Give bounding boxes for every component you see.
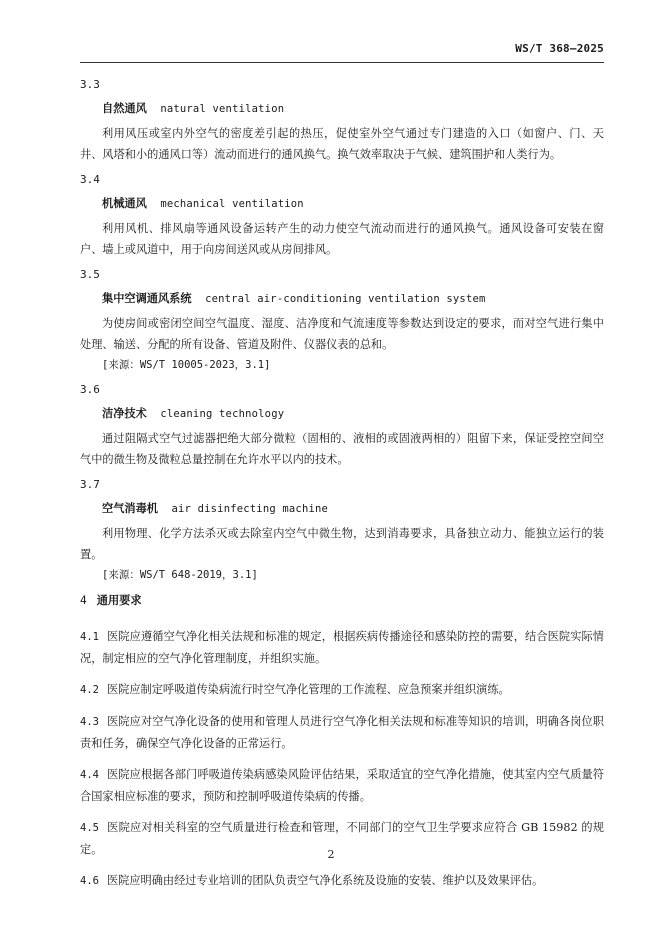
term-zh: 机械通风: [102, 197, 147, 210]
requirement-item: [80, 711, 604, 754]
term-en: mechanical ventilation: [160, 198, 304, 210]
term-number: 3.4: [80, 173, 100, 186]
requirement-text: 医院应制定呼吸道传染病流行时空气净化管理的工作流程、应急预案并组织演练。: [106, 683, 510, 696]
requirement-text: 医院应根据各部门呼吸道传染病感染风险评估结果，采取适宜的空气净化措施，使其室内空气质量符合国家相应标准的要求，预防和控制呼吸道传染病的传播。: [80, 768, 604, 803]
term-number: 3.3: [80, 78, 100, 91]
term-zh: 集中空调通风系统: [102, 292, 192, 305]
terms-section: [80, 70, 604, 585]
term-definition: 利用风机、排风扇等通风设备运转产生的动力使空气流动而进行的通风换气。通风设备可安装在窗户、墙上或风道中，用于向房间送风或从房间排风。: [80, 222, 604, 256]
requirement-text: 医院应对相关科室的空气质量进行检查和管理，不同部门的空气卫生学要求应符合 GB 15982 的规定。: [80, 821, 604, 856]
requirement-number: 4.3: [80, 716, 99, 728]
requirement-number: 4.1: [80, 631, 99, 643]
term-entry: [80, 381, 604, 470]
header-rule: [80, 62, 604, 63]
term-title: [102, 98, 604, 120]
term-entry: [80, 76, 604, 165]
requirement-number: 4.2: [80, 684, 99, 696]
term-number: 3.7: [80, 478, 100, 491]
term-source: [来源：WS/T 10005-2023，3.1]: [102, 359, 271, 371]
term-source: [来源：WS/T 648-2019，3.1]: [102, 569, 258, 581]
requirement-number: 4.5: [80, 822, 99, 834]
term-title: [102, 288, 604, 310]
term-entry: [80, 476, 604, 585]
term-en: natural ventilation: [160, 103, 285, 115]
requirement-text: 医院应遵循空气净化相关法规和标准的规定，根据疾病传播途径和感染防控的需要，结合医院实际情况，制定相应的空气净化管理制度，并组织实施。: [80, 630, 604, 665]
requirement-item: [80, 679, 604, 701]
requirement-number: 4.4: [80, 769, 99, 781]
section-heading: [80, 592, 142, 608]
term-title: [102, 498, 604, 520]
requirement-item: [80, 626, 604, 669]
term-zh: 洁净技术: [102, 407, 147, 420]
term-definition: 利用风压或室内外空气的密度差引起的热压，促使室外空气通过专门建造的入口（如窗户、门、天井、风塔和小的通风口等）流动而进行的通风换气。换气效率取决于气候、建筑围护和人类行为。: [80, 127, 604, 161]
term-definition: 为使房间或密闭空间空气温度、湿度、洁净度和气流速度等参数达到设定的要求，而对空气进行集中处理、输送、分配的所有设备、管道及附件、仪器仪表的总和。: [80, 317, 604, 351]
term-en: cleaning technology: [160, 408, 285, 420]
term-entry: [80, 266, 604, 375]
term-title: [102, 403, 604, 425]
requirement-number: 4.6: [80, 875, 99, 887]
term-en: air disinfecting machine: [171, 503, 329, 515]
term-zh: 自然通风: [102, 102, 147, 115]
document-id: WS/T 368—2025: [515, 42, 604, 55]
term-en: central air-conditioning ventilation system: [205, 293, 486, 305]
term-entry: [80, 171, 604, 260]
term-number: 3.5: [80, 268, 100, 281]
requirement-text: 医院应对空气净化设备的使用和管理人员进行空气净化相关法规和标准等知识的培训，明确各岗位职责和任务，确保空气净化设备的正常运行。: [80, 715, 604, 750]
section-title: 通用要求: [96, 594, 142, 607]
page-number: 2: [327, 848, 335, 861]
term-definition: 利用物理、化学方法杀灭或去除室内空气中微生物，达到消毒要求，具备独立动力、能独立运行的装置。: [80, 527, 604, 561]
term-title: [102, 193, 604, 215]
term-definition: 通过阻隔式空气过滤器把绝大部分微粒（固相的、液相的或固液两相的）阻留下来，保证受控空间空气中的微生物及微粒总量控制在允许水平以内的技术。: [80, 432, 604, 466]
requirement-text: 医院应明确由经过专业培训的团队负责空气净化系统及设施的安装、维护以及效果评估。: [106, 874, 544, 887]
requirement-item: [80, 764, 604, 807]
section-number: 4: [80, 594, 87, 607]
term-zh: 空气消毒机: [102, 502, 158, 515]
requirement-item: [80, 870, 604, 892]
term-number: 3.6: [80, 383, 100, 396]
